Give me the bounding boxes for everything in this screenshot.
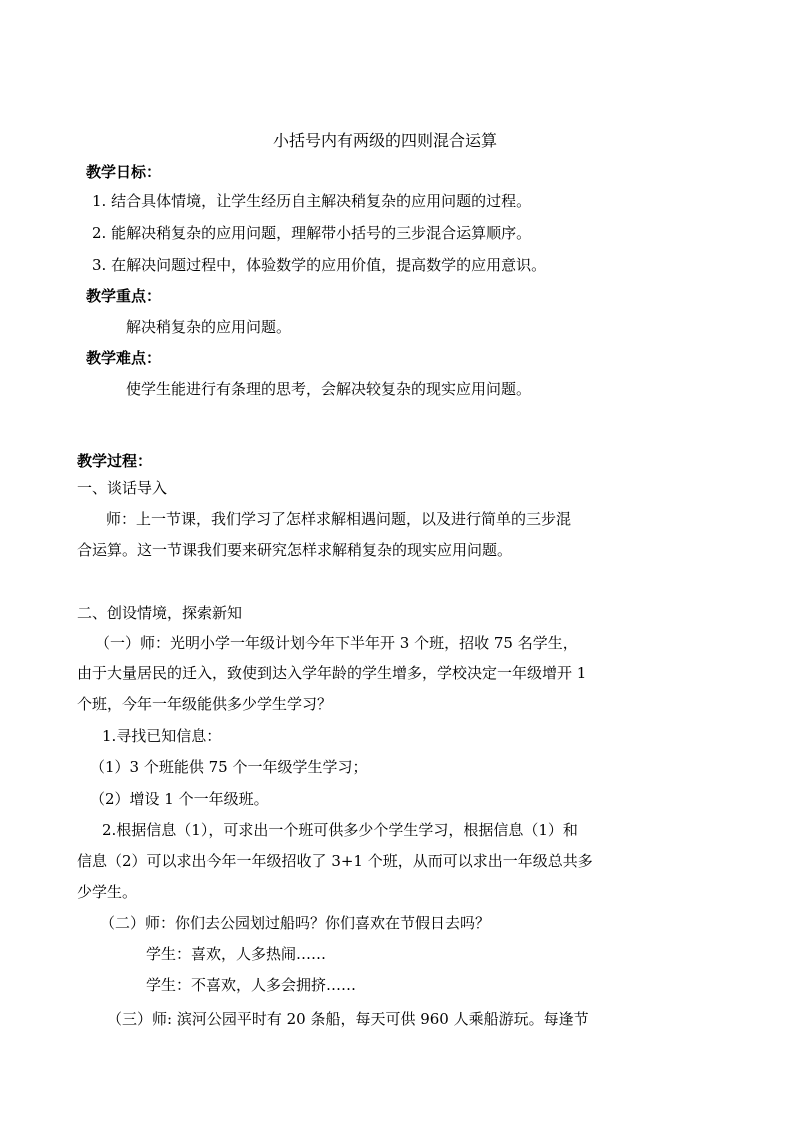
section2-step2-line-1: 2.根据信息（1），可求出一个班可供多少个学生学习，根据信息（1）和 (102, 821, 578, 839)
section2-info1: （1）3 个班能供 75 个一年级学生学习； (90, 758, 368, 776)
difficulty-text: 使学生能进行有条理的思考，会解决较复杂的现实应用问题。 (126, 380, 532, 398)
process-heading: 教学过程： (77, 452, 153, 470)
section2-step1: 1.寻找已知信息： (102, 727, 222, 745)
section1-line-1: 师：上一节课，我们学习了怎样求解相遇问题，以及进行简单的三步混 (106, 510, 572, 528)
objectives-heading: 教学日标： (86, 163, 162, 181)
section2-heading: 二、创设情境，探索新知 (77, 604, 243, 622)
objective-item-3: 3. 在解决问题过程中，体验数学的应用价值，提高数学的应用意识。 (92, 256, 547, 274)
section1-heading: 一、谈话导入 (77, 479, 168, 497)
section2-answer-2: 学生：不喜欢，人多会拥挤…… (146, 976, 357, 994)
section2-part2: （二）师：你们去公园划过船吗？你们喜欢在节假日去吗？ (100, 914, 491, 932)
section2-part1-line-1: （一）师：光明小学一年级计划今年下半年开 3 个班，招收 75 名学生， (95, 634, 578, 652)
section2-info2: （2）增设 1 个一年级班。 (90, 790, 269, 808)
section2-part1-line-2: 由于大量居民的迁入，致使到达入学年龄的学生增多，学校决定一年级增开 1 (77, 664, 587, 682)
document-title: 小括号内有两级的四则混合运算 (273, 131, 498, 150)
key-point-text: 解决稍复杂的应用问题。 (126, 318, 292, 336)
section2-part3: （三）师: 滨河公园平时有 20 条船，每天可供 960 人乘船游玩。每逢节 (107, 1010, 589, 1028)
objective-item-2: 2. 能解决稍复杂的应用问题，理解带小括号的三步混合运算顺序。 (92, 224, 532, 242)
section1-line-2: 合运算。这一节课我们要来研究怎样求解稍复杂的现实应用问题。 (77, 541, 513, 559)
key-point-heading: 教学重点： (86, 287, 162, 305)
difficulty-heading: 教学难点： (86, 349, 162, 367)
objective-item-1: 1. 结合具体情境，让学生经历自主解决稍复杂的应用问题的过程。 (92, 192, 532, 210)
section2-answer-1: 学生：喜欢，人多热闹…… (146, 945, 327, 963)
section2-step2-line-3: 少学生。 (77, 883, 138, 901)
section2-part1-line-3: 个班，今年一年级能供多少学生学习？ (77, 695, 333, 713)
section2-step2-line-2: 信息（2）可以求出今年一年级招收了 3+1 个班，从而可以求出一年级总共多 (77, 852, 593, 870)
